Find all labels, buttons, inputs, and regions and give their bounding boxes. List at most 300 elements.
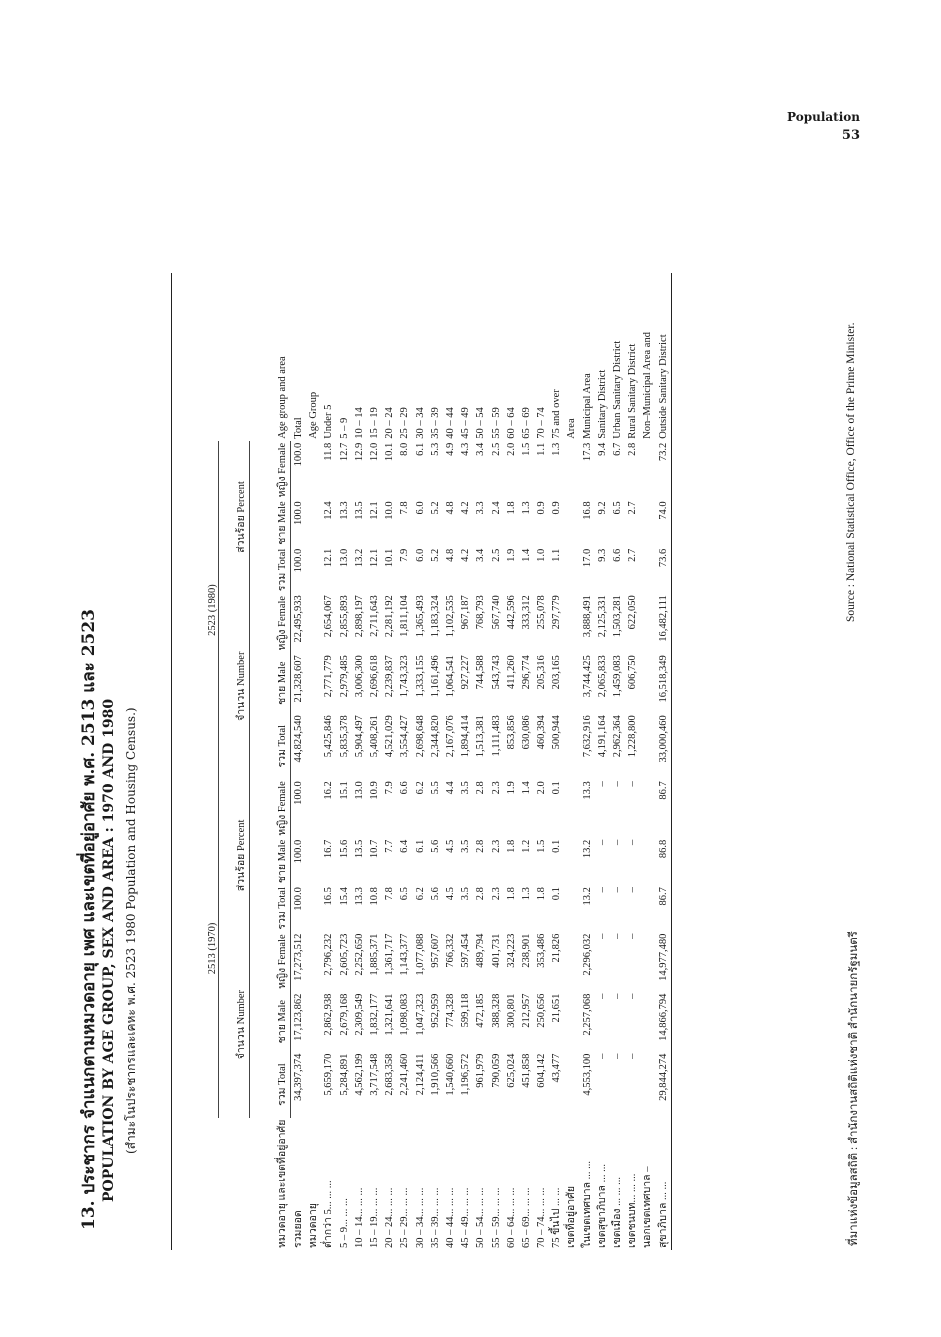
table-cell: 2.7	[627, 501, 639, 515]
table-cell: 100.0	[293, 887, 305, 911]
table-cell: 16,482,111	[656, 593, 672, 653]
table-cell: 388,328	[490, 993, 502, 1028]
table-cell: 2,711,643	[369, 595, 381, 637]
table-cell: 10.1	[384, 548, 396, 568]
table-cell: 1.8	[536, 887, 548, 901]
table-cell: 13.3	[581, 781, 593, 800]
table-cell: 17.0	[581, 548, 593, 568]
table-cell: 8.0	[399, 442, 411, 456]
table-cell: 1,183,324	[429, 595, 441, 638]
col-female: หญิง Female	[250, 932, 291, 992]
row-label-english: Total	[292, 417, 304, 439]
table-cell: 6.6	[612, 548, 624, 562]
percent-header-1980: ส่วนร้อย Percent	[219, 441, 250, 593]
table-cell: 1,361,717	[384, 933, 396, 976]
table-cell: 4.9	[444, 442, 456, 456]
table-row	[352, 273, 367, 1250]
source-english: Source : National Statistical Office, Office of the Prime Minister.	[845, 322, 857, 622]
table-cell: 451,858	[520, 1053, 532, 1088]
table-cell: 73.6	[656, 547, 672, 594]
table-cell: 5,659,170	[323, 1053, 335, 1096]
table-cell: 4.8	[444, 548, 456, 562]
table-cell: 5.6	[429, 887, 441, 901]
table-cell: –	[596, 839, 608, 845]
table-cell: 9.3	[596, 548, 608, 562]
table-cell: 6.6	[399, 781, 411, 795]
table-cell: 0.1	[551, 781, 563, 795]
table-cell: 2,239,837	[384, 655, 396, 698]
table-row	[564, 273, 579, 1250]
table-cell: 606,750	[627, 655, 639, 690]
table-cell: 2,167,076	[444, 715, 456, 758]
table-cell	[640, 499, 655, 546]
table-cell: 6.5	[399, 887, 411, 901]
table-cell: 5.5	[429, 781, 441, 795]
table-cell: 13.5	[353, 501, 365, 520]
table-row	[428, 273, 443, 1250]
table-cell: 17,123,862	[293, 993, 305, 1041]
table-cell: 1,513,381	[475, 715, 487, 758]
table-cell: 100.0	[293, 442, 305, 467]
table-cell: 2,796,232	[323, 933, 335, 976]
table-cell	[306, 441, 321, 500]
table-row	[595, 273, 610, 1250]
table-cell: 3.5	[460, 887, 472, 901]
table-title-english: POPULATION BY AGE GROUP, SEX AND AREA : 1970 AND 1980	[101, 698, 117, 1202]
table-cell: 0.1	[551, 839, 563, 853]
table-cell: 3.4	[475, 548, 487, 562]
table-cell	[640, 713, 655, 779]
table-cell: 7.8	[384, 887, 396, 901]
table-cell: 2.3	[490, 781, 502, 795]
table-cell: 14,977,480	[656, 932, 672, 992]
table-cell: 4.8	[444, 501, 456, 515]
row-label-english: 35 – 39	[429, 407, 441, 439]
table-cell: 205,316	[536, 655, 548, 690]
table-cell: 13.5	[353, 839, 365, 859]
table-cell: 3.3	[475, 501, 487, 515]
table-cell: 12.1	[369, 548, 381, 568]
population-table	[171, 273, 672, 1250]
table-cell: 6.5	[612, 501, 624, 515]
table-cell: 9.4	[596, 442, 608, 456]
table-cell: 2.5	[490, 442, 502, 456]
table-cell: 255,078	[536, 595, 548, 630]
table-cell: 1,143,377	[399, 933, 411, 976]
table-cell: 2,771,779	[323, 655, 335, 698]
percent-header-1970: ส่วนร้อย Percent	[219, 779, 250, 931]
table-row	[580, 273, 595, 1250]
table-row	[610, 273, 625, 1250]
table-cell: 2.8	[475, 781, 487, 795]
table-cell: 10.0	[384, 501, 396, 520]
table-cell: 2.8	[475, 887, 487, 901]
table-cell: 333,312	[520, 595, 532, 630]
table-cell: 2,979,485	[338, 655, 350, 698]
table-cell	[640, 593, 655, 653]
table-cell: 44,824,540	[293, 715, 305, 763]
table-cell: 952,959	[429, 993, 441, 1028]
col-male: ชาย Male	[250, 838, 291, 885]
table-cell: –	[612, 933, 624, 939]
table-row	[640, 273, 655, 1250]
table-cell	[564, 992, 579, 1052]
table-cell: –	[596, 993, 608, 999]
table-cell: 2,962,364	[612, 715, 624, 758]
row-label-english: 55 – 59	[490, 407, 502, 439]
row-label-english: 25 – 29	[399, 407, 411, 439]
table-cell: 12.4	[323, 501, 335, 520]
table-cell: 100.0	[293, 839, 305, 864]
table-cell	[564, 441, 579, 500]
number-header-1970: จำนวน Number	[219, 932, 250, 1118]
table-cell: 1,064,541	[444, 655, 456, 698]
table-cell: 1,540,660	[444, 1053, 456, 1096]
table-cell: 1,894,414	[460, 715, 472, 758]
table-cell: 11.8	[323, 442, 335, 461]
table-cell: 2.0	[505, 442, 517, 456]
table-cell: 4.4	[444, 781, 456, 795]
table-cell: 2,344,820	[429, 715, 441, 758]
row-label-thai: สุขาภิบาล ... ...	[656, 1118, 672, 1250]
row-label-english: 75 and over	[551, 389, 563, 439]
table-cell: 12.7	[338, 442, 350, 462]
table-cell: 442,596	[505, 595, 517, 630]
table-cell: 4.5	[444, 887, 456, 901]
table-cell	[640, 1052, 655, 1118]
table-cell	[306, 547, 321, 594]
table-cell: 2,296,032	[581, 933, 593, 976]
table-row	[488, 273, 503, 1250]
table-cell	[564, 885, 579, 932]
table-cell: –	[596, 887, 608, 893]
table-cell	[306, 593, 321, 653]
table-cell: –	[596, 933, 608, 939]
table-cell	[306, 499, 321, 546]
table-cell: 43,477	[551, 1053, 563, 1083]
row-label-english: 15 – 19	[369, 407, 381, 439]
table-cell: 5.2	[429, 548, 441, 562]
table-row	[397, 273, 412, 1250]
row-label-english: 20 – 24	[384, 407, 396, 439]
table-cell: 22,495,933	[293, 595, 305, 643]
row-label-english: 50 – 54	[475, 407, 487, 439]
table-cell: 1,161,496	[429, 655, 441, 698]
table-cell: 2,124,411	[414, 1053, 426, 1096]
col-total: รวม Total	[250, 713, 291, 779]
table-cell: 2,605,723	[338, 933, 350, 976]
table-cell: 774,328	[444, 993, 456, 1028]
table-cell: 1,459,083	[612, 655, 624, 698]
table-cell: 599,118	[460, 993, 472, 1028]
table-cell: 238,901	[520, 933, 532, 968]
table-cell: 10.8	[369, 887, 381, 906]
table-cell: 597,454	[460, 933, 472, 968]
table-row	[337, 273, 352, 1250]
section-title: Population	[787, 110, 860, 124]
table-cell	[564, 838, 579, 885]
table-cell: 1.1	[551, 548, 563, 562]
table-cell: 2,281,192	[384, 595, 396, 638]
row-label-english: Age Group	[308, 391, 320, 439]
table-cell: 6.0	[414, 548, 426, 562]
table-cell: 7.8	[399, 501, 411, 515]
table-cell: –	[627, 781, 639, 787]
table-cell: 12.1	[369, 501, 381, 520]
table-cell: 2.3	[490, 887, 502, 901]
table-cell	[564, 779, 579, 838]
row-label-thai: เขตเมือง ... ... ...	[612, 1176, 624, 1248]
table-cell: 2,698,648	[414, 715, 426, 758]
table-cell: 16.2	[323, 781, 335, 800]
table-cell: 1.4	[520, 548, 532, 562]
table-cell: 33,000,460	[656, 713, 672, 779]
table-cell	[306, 1052, 321, 1118]
table-cell: 5.6	[429, 839, 441, 853]
table-cell	[564, 593, 579, 653]
row-label-thai: ในเขตเทศบาล ... ...	[581, 1160, 593, 1248]
table-cell	[564, 547, 579, 594]
table-cell: 5,408,261	[369, 715, 381, 758]
table-cell: 2,065,833	[596, 655, 608, 698]
table-cell: 2.8	[627, 442, 639, 456]
table-cell: 500,944	[551, 715, 563, 750]
col-male: ชาย Male	[250, 992, 291, 1052]
table-cell: 489,794	[475, 933, 487, 968]
table-cell: –	[627, 1053, 639, 1059]
table-cell	[640, 653, 655, 713]
row-label-thai: เขตที่อยู่อาศัย	[566, 1186, 578, 1248]
table-row	[519, 273, 534, 1250]
table-cell: 6.2	[414, 887, 426, 901]
table-cell: 15.6	[338, 839, 350, 859]
row-label-thai: 5 – 9... ... ...	[338, 1198, 350, 1248]
table-row	[382, 273, 397, 1250]
table-cell: –	[627, 839, 639, 845]
table-cell: 3,888,491	[581, 595, 593, 638]
table-cell: 2.7	[627, 548, 639, 562]
table-cell: 744,588	[475, 655, 487, 690]
table-cell: 29,844,274	[656, 1052, 672, 1118]
table-cell: 13.2	[581, 839, 593, 859]
table-cell: 1.2	[520, 839, 532, 853]
row-label-thai: 65 – 69... ... ...	[520, 1187, 532, 1248]
table-row	[504, 273, 519, 1250]
col-total: รวม Total	[250, 885, 291, 932]
table-cell	[564, 713, 579, 779]
table-cell	[306, 779, 321, 838]
table-cell: 0.1	[551, 887, 563, 901]
table-cell: 768,793	[475, 595, 487, 630]
table-cell: 4.3	[460, 442, 472, 456]
table-cell: 203,165	[551, 655, 563, 690]
table-cell: 1,321,641	[384, 993, 396, 1036]
table-cell: 12.0	[369, 442, 381, 462]
row-label-english: 70 – 74	[536, 407, 548, 439]
table-row	[321, 273, 336, 1250]
table-cell: 1,832,177	[369, 993, 381, 1036]
table-cell: 6.0	[414, 501, 426, 515]
table-cell: 324,223	[505, 933, 517, 968]
row-label-english: 5 – 9	[338, 417, 350, 439]
table-cell: 16.7	[323, 839, 335, 859]
table-row	[291, 273, 307, 1250]
table-cell: 296,774	[520, 655, 532, 690]
row-label-thai: 35 – 39... ... ...	[429, 1187, 441, 1248]
table-cell: 625,024	[505, 1053, 517, 1088]
table-cell: 2.4	[490, 501, 502, 515]
table-row	[443, 273, 458, 1250]
table-cell: 250,656	[536, 993, 548, 1028]
table-cell: 1.5	[536, 839, 548, 853]
table-cell: 6.1	[414, 442, 426, 456]
table-cell	[564, 499, 579, 546]
table-cell: 2,683,358	[384, 1053, 396, 1096]
table-cell: 7.9	[399, 548, 411, 562]
table-cell: 543,743	[490, 655, 502, 690]
row-label-thai: เขตชนบท... ... ...	[627, 1173, 639, 1248]
table-cell: 297,779	[551, 595, 563, 630]
table-cell: 34,397,374	[293, 1053, 305, 1101]
table-cell	[640, 547, 655, 594]
table-cell: 16,518,349	[656, 653, 672, 713]
table-cell: 1,102,535	[444, 595, 456, 638]
table-cell	[306, 713, 321, 779]
table-cell: 927,227	[460, 655, 472, 690]
table-cell: 13.2	[581, 887, 593, 906]
table-cell: 1.8	[505, 839, 517, 853]
year-1980-header: 2523 (1980)	[172, 441, 219, 779]
col-male: ชาย Male	[250, 653, 291, 713]
row-label-thai: 25 – 29... ... ...	[399, 1187, 411, 1248]
table-cell: 1,743,323	[399, 655, 411, 698]
table-cell	[640, 992, 655, 1052]
row-label-english: 45 – 49	[460, 407, 472, 439]
table-cell: 460,394	[536, 715, 548, 750]
table-cell: 1,196,572	[460, 1053, 472, 1096]
table-cell: 1.4	[520, 781, 532, 795]
table-cell: 1,910,566	[429, 1053, 441, 1096]
table-cell: 604,142	[536, 1053, 548, 1088]
col-total: รวม Total	[250, 547, 291, 594]
table-cell: 1.0	[536, 548, 548, 562]
table-cell: 2,862,938	[323, 993, 335, 1036]
table-cell: 300,801	[505, 993, 517, 1028]
row-label-thai: 45 – 49... ... ...	[460, 1187, 472, 1248]
col-female: หญิง Female	[250, 593, 291, 653]
row-label-thai: หมวดอายุ	[308, 1203, 320, 1248]
row-label-thai: 70 – 74... ... ...	[536, 1187, 548, 1248]
table-cell: 15.4	[338, 887, 350, 906]
row-label-english: Non–Municipal Area and	[642, 332, 654, 439]
table-cell: 7.9	[384, 781, 396, 795]
table-cell: 13.0	[338, 548, 350, 568]
table-cell: 1.3	[551, 442, 563, 456]
col-total: รวม Total	[250, 1052, 291, 1118]
table-cell: 1,811,104	[399, 595, 411, 637]
table-cell: 4,562,199	[353, 1053, 365, 1096]
table-cell: 1,333,155	[414, 655, 426, 698]
row-label-thai: 50 – 54... ... ...	[475, 1187, 487, 1248]
row-label-english: Municipal Area	[581, 373, 593, 439]
table-cell: 4,191,164	[596, 715, 608, 758]
table-cell: 1.1	[536, 442, 548, 456]
table-cell: –	[612, 839, 624, 845]
table-cell: 2,257,068	[581, 993, 593, 1036]
table-cell: 86.7	[656, 885, 672, 932]
table-cell: 1,098,083	[399, 993, 411, 1036]
table-cell: –	[627, 887, 639, 893]
table-cell: 401,731	[490, 933, 502, 968]
table-row	[534, 273, 549, 1250]
table-row	[458, 273, 473, 1250]
table-cell: 2,855,893	[338, 595, 350, 638]
page-number: 53	[841, 128, 860, 143]
table-cell: 472,185	[475, 993, 487, 1028]
row-label-english: 60 – 64	[505, 407, 517, 439]
table-cell: 21,651	[551, 993, 563, 1023]
table-row	[549, 273, 564, 1250]
table-cell: 630,086	[520, 715, 532, 750]
table-cell: 6.1	[414, 839, 426, 853]
table-cell: 2.8	[475, 839, 487, 853]
table-cell: –	[612, 781, 624, 787]
col-female: หญิง Female	[250, 779, 291, 838]
table-cell: 1.3	[520, 887, 532, 901]
table-cell: 3,554,427	[399, 715, 411, 758]
row-label-thai: ต่ำกว่า 5... ... ...	[323, 1180, 335, 1248]
table-cell: 100.0	[293, 781, 305, 805]
table-cell: 353,486	[536, 933, 548, 968]
table-cell	[306, 992, 321, 1052]
table-cell: 1.8	[505, 501, 517, 515]
table-cell: 13.3	[338, 501, 350, 520]
row-label-thai: 15 – 19... ... ...	[369, 1187, 381, 1248]
table-cell: 2,125,331	[596, 595, 608, 638]
table-cell: 16.8	[581, 501, 593, 520]
row-label-thai: รวมยอด	[292, 1210, 304, 1248]
row-label-english: 65 – 69	[520, 407, 532, 439]
table-cell: 622,050	[627, 595, 639, 630]
row-label-english: Under 5	[323, 404, 335, 439]
row-label-thai: 55 – 59... ... ...	[490, 1187, 502, 1248]
table-cell: 5,284,891	[338, 1053, 350, 1096]
table-row	[413, 273, 428, 1250]
table-cell: 17.3	[581, 442, 593, 462]
table-cell: 853,856	[505, 715, 517, 750]
table-cell: 16.5	[323, 887, 335, 906]
table-cell: –	[612, 993, 624, 999]
table-cell: 13.0	[353, 781, 365, 800]
table-cell: 212,957	[520, 993, 532, 1028]
table-cell	[564, 932, 579, 992]
row-label-thai: นอกเขตเทศบาล –	[642, 1166, 654, 1248]
year-1970-header: 2513 (1970)	[172, 779, 219, 1117]
table-cell: 2.5	[490, 548, 502, 562]
table-cell: 2.0	[536, 781, 548, 795]
table-title-thai: 13. ประชากร จำแนกตามหมวดอายุ เพศ และเขตที่อยู่อาศัย พ.ศ. 2513 และ 2523	[79, 608, 99, 1230]
row-label-thai: 30 – 34... ... ...	[414, 1187, 426, 1248]
table-cell	[306, 838, 321, 885]
table-cell: 5,425,846	[323, 715, 335, 758]
table-cell: 73.2	[656, 441, 672, 500]
row-label-thai: 75 ขึ้นไป ... ...	[551, 1187, 563, 1248]
age-group-header-thai: หมวดอายุ และเขตที่อยู่อาศัย	[172, 1118, 291, 1250]
table-cell: 2.3	[490, 839, 502, 853]
table-cell: –	[627, 993, 639, 999]
source-thai: ที่มาแห่งข้อมูลสถิติ : สำนักงานสถิติแห่งชาติ สำนักนายกรัฐมนตรี	[848, 931, 860, 1246]
table-cell: 4.2	[460, 501, 472, 515]
